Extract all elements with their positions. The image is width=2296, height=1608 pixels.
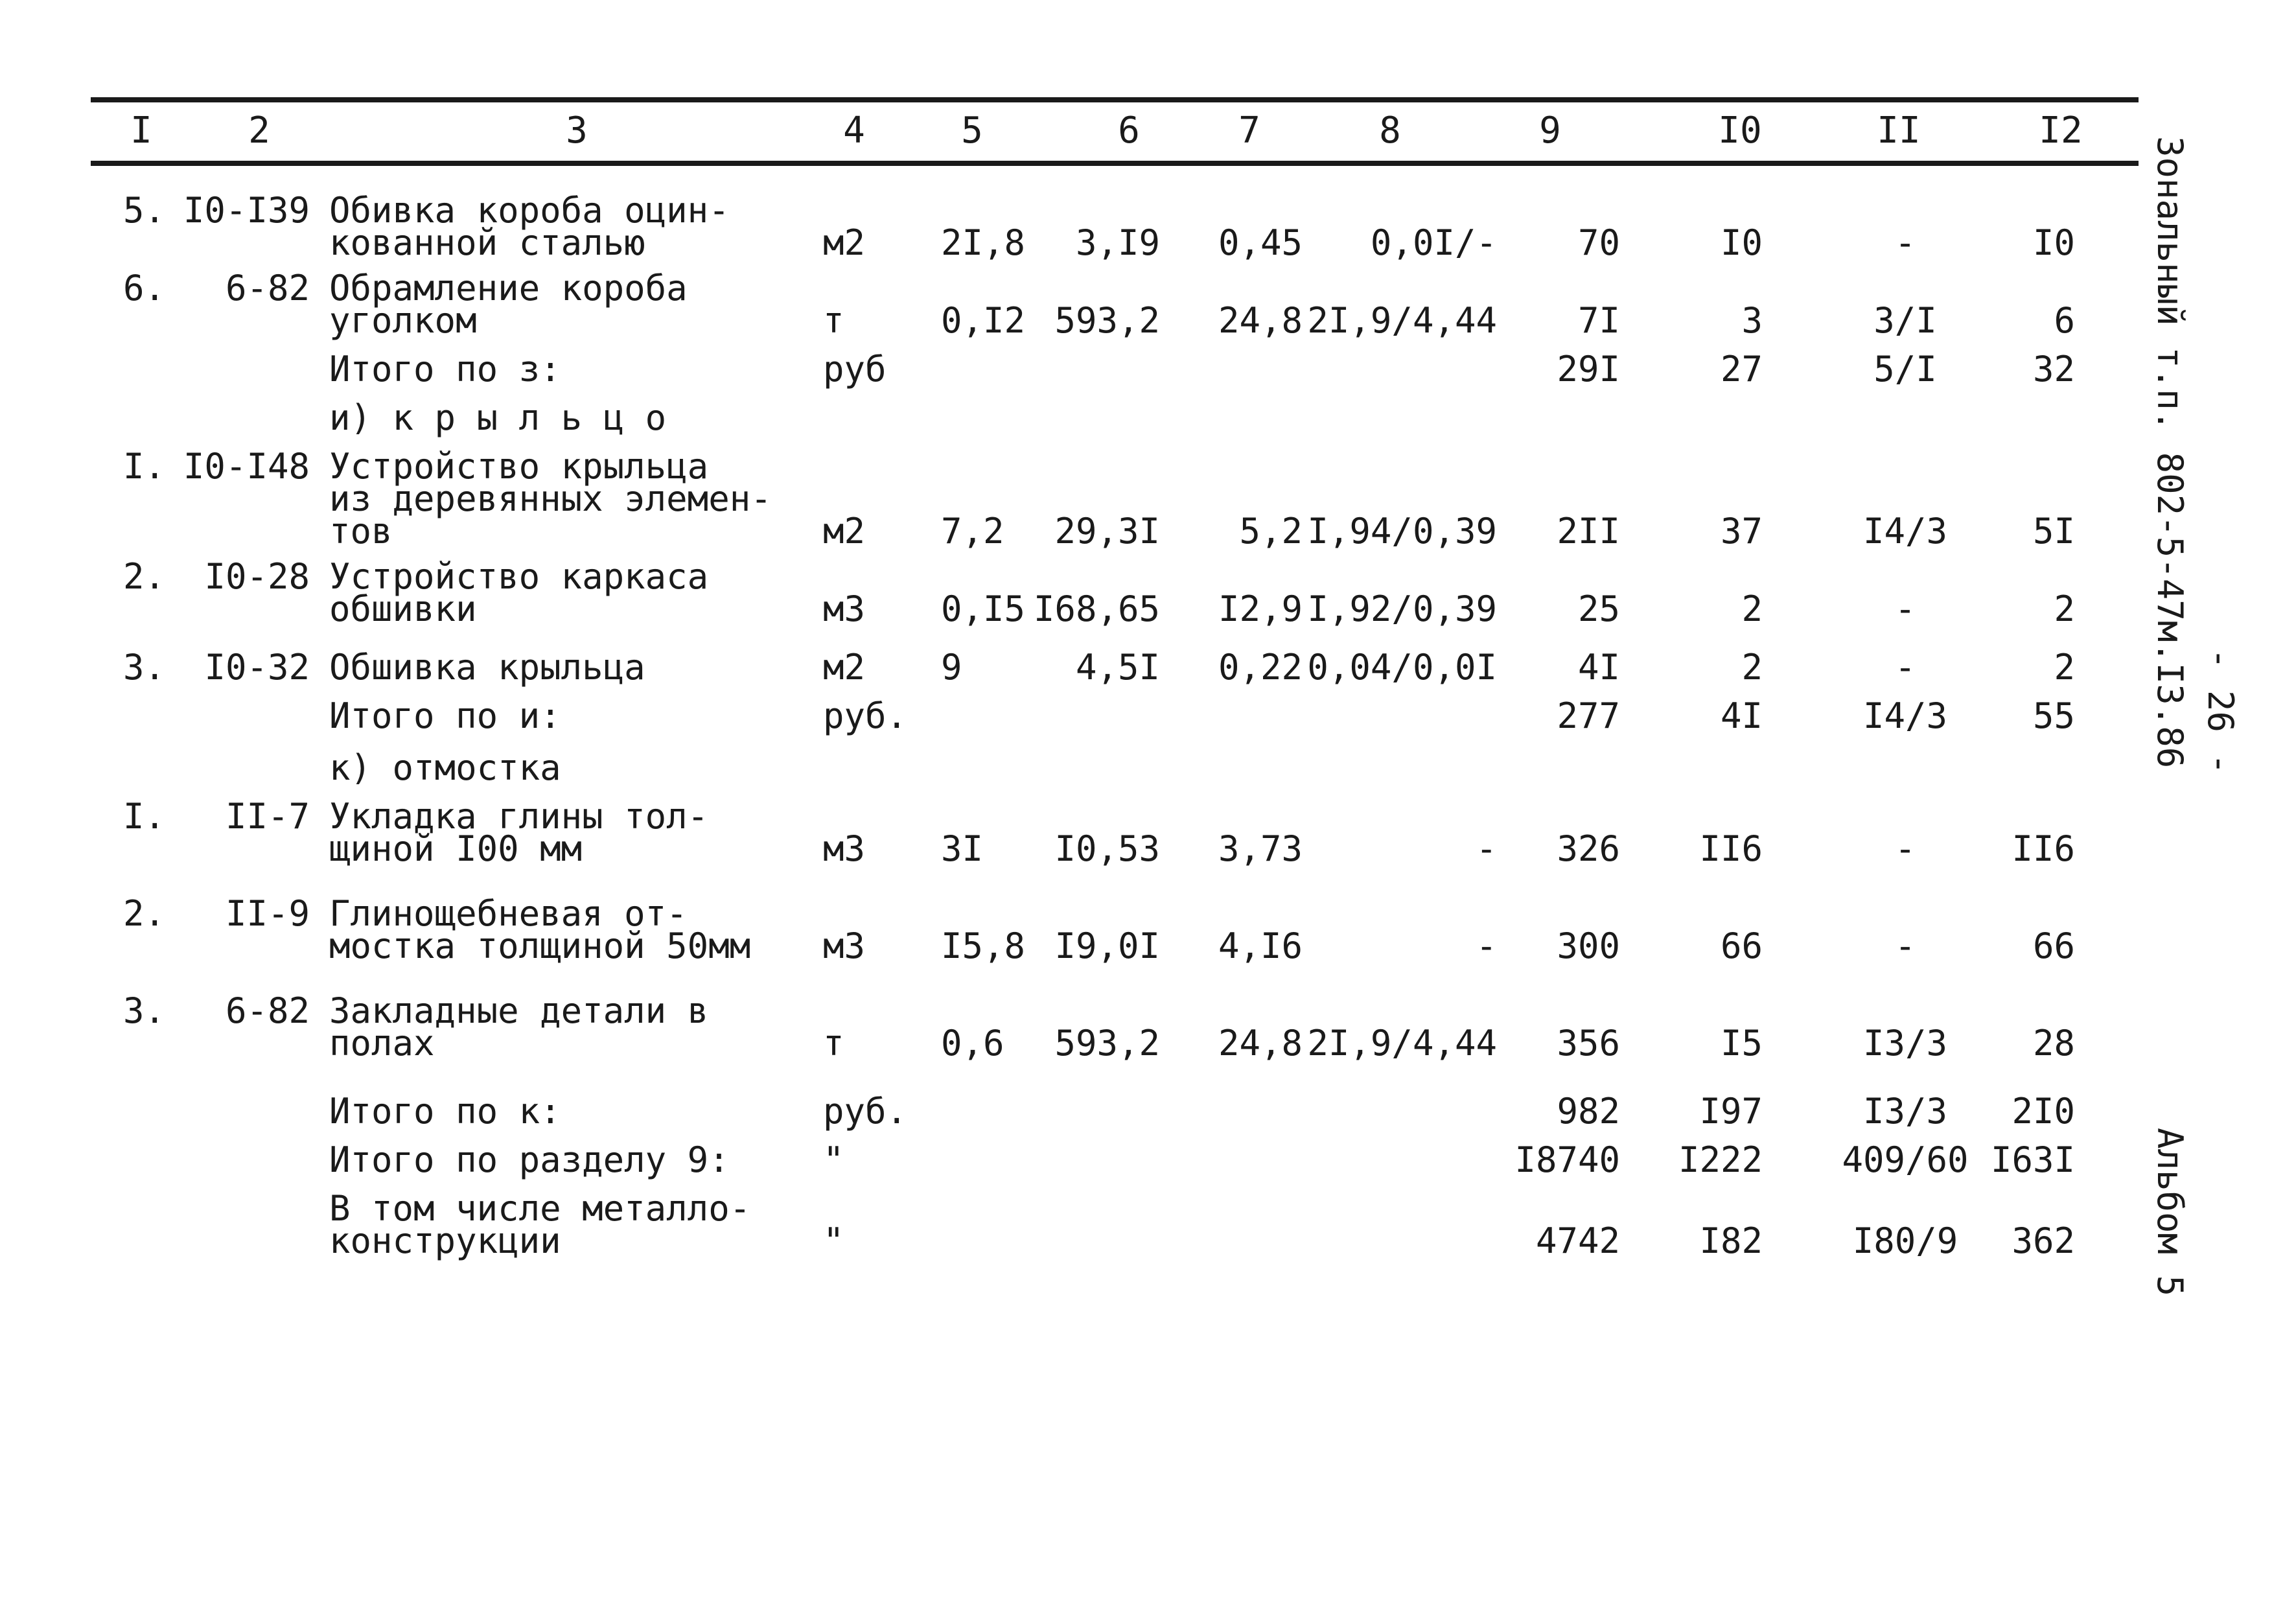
row-7-col-6: 4,5I	[1075, 647, 1160, 688]
row-10-col-4: м3	[823, 828, 866, 869]
row-5-col-2: I0-I48	[183, 446, 310, 487]
row-8-col-12: 55	[2032, 695, 2075, 736]
row-3-col-10: 27	[1720, 349, 1763, 390]
row-7-col-8: 0,04/0,0I	[1307, 647, 1497, 688]
row-1-description-line-1: Обивка короба оцин-	[329, 190, 730, 231]
row-14-col-11: 409/60	[1842, 1139, 1969, 1180]
row-6-description-line-1: Устройство каркаса	[329, 556, 709, 597]
row-13-col-12: 2I0	[2012, 1091, 2075, 1132]
row-15-col-12: 362	[2012, 1220, 2075, 1261]
row-12-col-8: 2I,9/4,44	[1307, 1023, 1497, 1064]
row-2-col-11: 3/I	[1873, 300, 1937, 341]
row-3-col-4: руб	[823, 349, 887, 390]
row-2-col-8: 2I,9/4,44	[1307, 300, 1497, 341]
row-5-col-10: 37	[1720, 511, 1763, 552]
row-5-description-line-2: из деревянных элемен-	[329, 478, 772, 519]
row-12-col-10: I5	[1720, 1023, 1763, 1064]
row-13-col-4: руб.	[823, 1091, 908, 1132]
row-4-description-line-1: и) к р ы л ь ц о	[329, 397, 667, 438]
row-12-description-line-2: полах	[329, 1023, 435, 1064]
album-label: Альбом 5	[2150, 1128, 2190, 1297]
row-1-col-8: 0,0I/-	[1370, 222, 1497, 263]
row-6-col-6: I68,65	[1033, 588, 1160, 629]
column-header-10: I0	[1718, 110, 1762, 152]
row-15-col-11: I80/9	[1852, 1220, 1958, 1261]
row-7-col-1: 3.	[122, 647, 165, 688]
row-10-col-12: II6	[2012, 828, 2075, 869]
row-12-col-11: I3/3	[1862, 1023, 1948, 1064]
row-10-col-5: 3I	[941, 828, 984, 869]
row-10-col-7: 3,73	[1218, 828, 1303, 869]
row-6-col-9: 25	[1577, 588, 1620, 629]
row-13-description-line-1: Итого по к:	[329, 1091, 561, 1132]
row-12-col-12: 28	[2032, 1023, 2075, 1064]
row-2-description-line-2: уголком	[329, 300, 477, 341]
column-header-4: 4	[843, 110, 865, 152]
row-3-col-12: 32	[2032, 349, 2075, 390]
column-header-5: 5	[961, 110, 983, 152]
row-7-col-5: 9	[941, 647, 962, 688]
row-10-col-9: 326	[1557, 828, 1620, 869]
row-5-col-1: I.	[122, 446, 165, 487]
row-6-col-1: 2.	[122, 556, 165, 597]
row-7-col-7: 0,22	[1218, 647, 1303, 688]
row-5-col-11: I4/3	[1862, 511, 1948, 552]
row-1-col-10: I0	[1720, 222, 1763, 263]
row-5-col-6: 29,3I	[1054, 511, 1160, 552]
row-12-description-line-1: Закладные детали в	[329, 990, 709, 1031]
row-12-col-2: 6-82	[225, 990, 310, 1031]
row-15-description-line-1: В том числе металло-	[329, 1188, 751, 1229]
row-2-col-5: 0,I2	[941, 300, 1026, 341]
row-11-description-line-2: мостка толщиной 50мм	[329, 926, 751, 966]
row-2-col-12: 6	[2054, 300, 2075, 341]
row-8-col-11: I4/3	[1862, 695, 1948, 736]
row-8-col-9: 277	[1557, 695, 1620, 736]
row-14-col-12: I63I	[1990, 1139, 2075, 1180]
row-6-col-5: 0,I5	[941, 588, 1026, 629]
row-5-description-line-3: тов	[329, 511, 393, 552]
row-12-col-4: т	[823, 1023, 844, 1064]
row-6-col-12: 2	[2054, 588, 2075, 629]
column-header-2: 2	[248, 110, 270, 152]
row-6-col-11: -	[1894, 588, 1916, 629]
row-7-description-line-1: Обшивка крыльца	[329, 647, 645, 688]
row-6-col-8: I,92/0,39	[1307, 588, 1497, 629]
row-12-col-6: 593,2	[1054, 1023, 1160, 1064]
row-11-col-10: 66	[1720, 926, 1763, 966]
row-7-col-11: -	[1894, 647, 1916, 688]
column-header-8: 8	[1379, 110, 1401, 152]
row-6-col-4: м3	[823, 588, 866, 629]
row-6-col-10: 2	[1741, 588, 1763, 629]
column-header-6: 6	[1118, 110, 1140, 152]
row-10-description-line-1: Укладка глины тол-	[329, 796, 709, 837]
row-5-col-9: 2II	[1557, 511, 1620, 552]
row-10-col-8: -	[1476, 828, 1497, 869]
row-12-col-5: 0,6	[941, 1023, 1004, 1064]
document-code: Зональный т.п. 802-5-47м.I3.86	[2150, 136, 2190, 769]
row-6-col-7: I2,9	[1218, 588, 1303, 629]
column-header-1: I	[130, 110, 152, 152]
row-15-col-4: "	[823, 1220, 844, 1261]
row-11-col-4: м3	[823, 926, 866, 966]
table-header-rule	[91, 161, 2139, 166]
row-10-col-1: I.	[122, 796, 165, 837]
row-13-col-10: I97	[1699, 1091, 1763, 1132]
row-2-col-1: 6.	[122, 268, 165, 309]
row-1-col-2: I0-I39	[183, 190, 310, 231]
row-14-col-9: I8740	[1514, 1139, 1620, 1180]
row-3-col-9: 29I	[1557, 349, 1620, 390]
column-header-12: I2	[2039, 110, 2083, 152]
row-5-col-12: 5I	[2032, 511, 2075, 552]
row-2-description-line-1: Обрамление короба	[329, 268, 688, 309]
row-12-col-7: 24,8	[1218, 1023, 1303, 1064]
row-5-col-7: 5,2	[1239, 511, 1303, 552]
column-header-11: II	[1877, 110, 1921, 152]
table-top-rule	[91, 97, 2139, 102]
row-13-col-9: 982	[1557, 1091, 1620, 1132]
row-7-col-2: I0-32	[204, 647, 310, 688]
row-5-description-line-1: Устройство крыльца	[329, 446, 709, 487]
row-1-col-11: -	[1894, 222, 1916, 263]
row-11-col-11: -	[1894, 926, 1916, 966]
row-3-description-line-1: Итого по з:	[329, 349, 561, 390]
row-10-description-line-2: щиной I00 мм	[329, 828, 583, 869]
row-13-col-11: I3/3	[1862, 1091, 1948, 1132]
row-12-col-1: 3.	[122, 990, 165, 1031]
row-1-col-5: 2I,8	[941, 222, 1026, 263]
row-15-description-line-2: конструкции	[329, 1220, 561, 1261]
row-10-col-2: II-7	[225, 796, 310, 837]
column-header-7: 7	[1238, 110, 1260, 152]
row-15-col-9: 4742	[1535, 1220, 1620, 1261]
row-8-col-4: руб.	[823, 695, 908, 736]
row-11-col-6: I9,0I	[1054, 926, 1160, 966]
row-5-col-5: 7,2	[941, 511, 1004, 552]
row-2-col-9: 7I	[1577, 300, 1620, 341]
row-5-col-8: I,94/0,39	[1307, 511, 1497, 552]
row-9-description-line-1: к) отмостка	[329, 747, 561, 788]
column-header-9: 9	[1539, 110, 1561, 152]
row-2-col-10: 3	[1741, 300, 1763, 341]
row-3-col-11: 5/I	[1873, 349, 1937, 390]
row-11-col-2: II-9	[225, 893, 310, 934]
row-2-col-4: т	[823, 300, 844, 341]
row-10-col-6: I0,53	[1054, 828, 1160, 869]
column-header-3: 3	[566, 110, 588, 152]
row-6-description-line-2: обшивки	[329, 588, 477, 629]
row-8-description-line-1: Итого по и:	[329, 695, 561, 736]
row-1-col-1: 5.	[122, 190, 165, 231]
row-2-col-2: 6-82	[225, 268, 310, 309]
row-14-description-line-1: Итого по разделу 9:	[329, 1139, 730, 1180]
row-11-description-line-1: Глинощебневая от-	[329, 893, 688, 934]
row-11-col-12: 66	[2032, 926, 2075, 966]
row-2-col-7: 24,8	[1218, 300, 1303, 341]
row-7-col-9: 4I	[1577, 647, 1620, 688]
row-10-col-11: -	[1894, 828, 1916, 869]
row-11-col-8: -	[1476, 926, 1497, 966]
row-12-col-9: 356	[1557, 1023, 1620, 1064]
row-1-col-6: 3,I9	[1075, 222, 1160, 263]
row-1-description-line-2: кованной сталью	[329, 222, 645, 263]
row-2-col-6: 593,2	[1054, 300, 1160, 341]
row-14-col-10: I222	[1678, 1139, 1763, 1180]
row-8-col-10: 4I	[1720, 695, 1763, 736]
row-1-col-4: м2	[823, 222, 866, 263]
row-7-col-4: м2	[823, 647, 866, 688]
row-1-col-12: I0	[2032, 222, 2075, 263]
row-10-col-10: II6	[1699, 828, 1763, 869]
page-number: - 26 -	[2200, 648, 2241, 775]
row-11-col-5: I5,8	[941, 926, 1026, 966]
row-1-col-9: 70	[1577, 222, 1620, 263]
row-11-col-1: 2.	[122, 893, 165, 934]
row-11-col-7: 4,I6	[1218, 926, 1303, 966]
row-11-col-9: 300	[1557, 926, 1620, 966]
row-5-col-4: м2	[823, 511, 866, 552]
row-15-col-10: I82	[1699, 1220, 1763, 1261]
row-7-col-10: 2	[1741, 647, 1763, 688]
row-14-col-4: "	[823, 1139, 844, 1180]
row-7-col-12: 2	[2054, 647, 2075, 688]
row-1-col-7: 0,45	[1218, 222, 1303, 263]
row-6-col-2: I0-28	[204, 556, 310, 597]
